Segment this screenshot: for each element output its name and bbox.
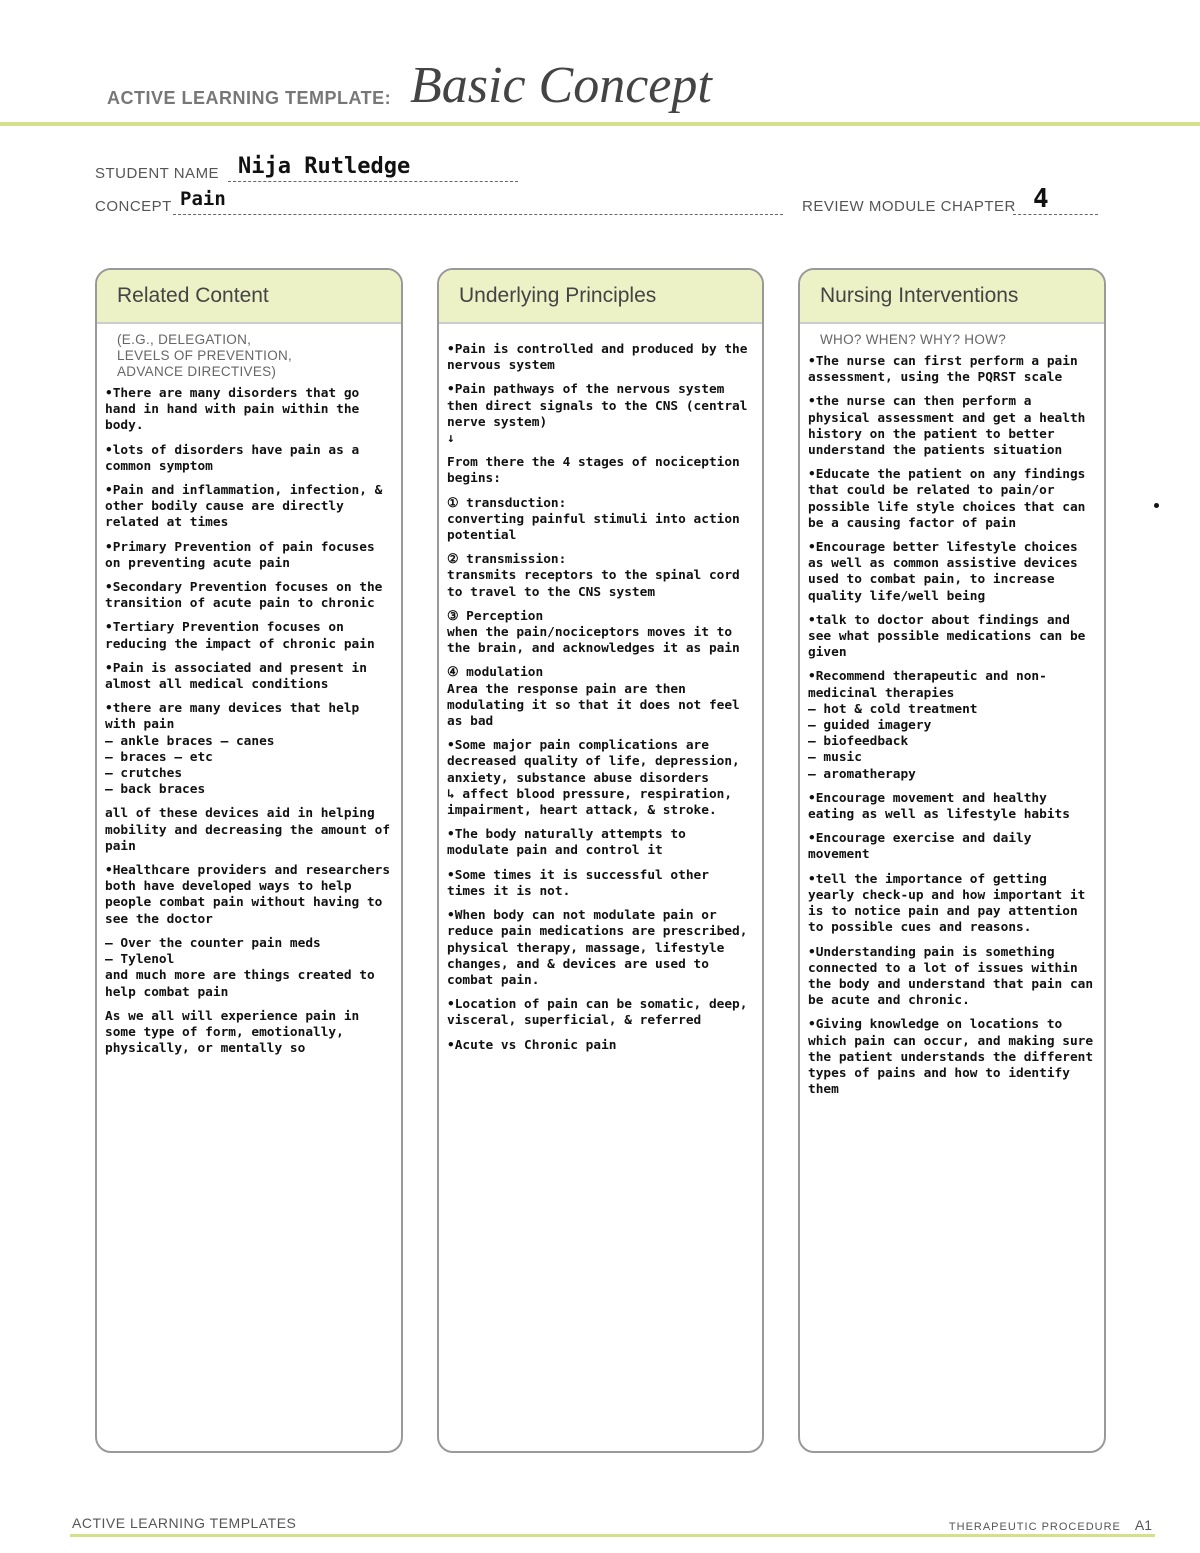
related-content-subtitle: (E.G., DELEGATION, LEVELS OF PREVENTION, ADVANCE DIRECTIVES) — [117, 332, 293, 379]
student-name-line — [228, 181, 518, 182]
note-item: •Pain is controlled and produced by the nervous system — [447, 342, 748, 374]
note-item: •Primary Prevention of pain focuses on preventing acute pain — [105, 539, 375, 571]
student-name-label: STUDENT NAME — [95, 165, 220, 182]
note-item: •Understanding pain is something connected to a lot of issues within the body and understand that pain can be acute and chronic. — [808, 944, 1094, 1009]
note-item: – Over the counter pain meds – Tylenol and much more are things created to help combat pain — [105, 935, 375, 1000]
related-content-title: Related Content — [97, 270, 401, 324]
note-item: As we all will experience pain in some type of form, emotionally, physically, or mentally so — [105, 1008, 360, 1057]
related-content-box — [95, 268, 403, 1453]
note-item: •tell the importance of getting yearly check-up and how important it is to notice pain and pay attention to possible cues and reasons. — [808, 871, 1086, 936]
note-item: •When body can not modulate pain or reduce pain medications are prescribed, physical therapy, massage, lifestyle changes, and & devices are used to combat pain. — [447, 908, 748, 988]
note-item: •Healthcare providers and researchers both have developed ways to help people combat pain without having to see the doctor — [105, 863, 391, 927]
concept-value[interactable]: Pain — [180, 188, 226, 210]
student-name-value[interactable]: Nija Rutledge — [238, 154, 411, 179]
note-item: ③ Perception when the pain/nociceptors moves it to the brain, and acknowledges it as pain — [447, 608, 740, 657]
related-content-notes[interactable] — [97, 380, 401, 1057]
note-item: •There are many disorders that go hand in hand with pain within the body. — [105, 386, 360, 434]
underlying-principles-title: Underlying Principles — [439, 270, 762, 324]
note-item: •Giving knowledge on locations to which pain can occur, and making sure the patient understands the different types of pains and how to identify them — [808, 1017, 1094, 1098]
note-item: •Some times it is successful other times it is not. — [447, 867, 709, 899]
note-item: •Pain pathways of the nervous system then direct signals to the CNS (central nerve system) ↓ — [447, 382, 748, 447]
concept-line — [173, 214, 783, 215]
footer-right-label — [949, 1517, 1152, 1533]
header-divider — [0, 122, 1200, 126]
footer-left-label: ACTIVE LEARNING TEMPLATES — [72, 1515, 297, 1531]
note-item: •talk to doctor about findings and see what possible medications can be given — [808, 612, 1086, 661]
nursing-interventions-box — [798, 268, 1106, 1453]
note-item: •The body naturally attempts to modulate pain and control it — [447, 827, 686, 859]
note-item: ① transduction: converting painful stimuli into action potential — [447, 495, 740, 544]
note-item: •Pain and inflammation, infection, & other bodily cause are directly related at times — [105, 483, 383, 531]
nursing-interventions-title: Nursing Interventions — [800, 270, 1104, 324]
underlying-principles-notes[interactable] — [439, 324, 762, 1054]
template-label: ACTIVE LEARNING TEMPLATE: — [107, 88, 392, 108]
note-item: •The nurse can first perform a pain assessment, using the PQRST scale — [808, 354, 1078, 386]
chapter-label: REVIEW MODULE CHAPTER — [802, 198, 1016, 215]
note-item: •Encourage movement and healthy eating as well as lifestyle habits — [808, 790, 1070, 823]
note-item: all of these devices aid in helping mobility and decreasing the amount of pain — [105, 806, 391, 854]
note-item: ② transmission: transmits receptors to the spinal cord to travel to the CNS system — [447, 552, 740, 600]
stray-pen-mark — [1154, 503, 1159, 508]
note-item: •the nurse can then perform a physical assessment and get a health history on the patient to better understand the patients situation — [808, 394, 1086, 459]
note-item: •Encourage exercise and daily movement — [808, 831, 1032, 863]
note-item: •Recommend therapeutic and non-medicinal therapies – hot & cold treatment – guided imagery – biofeedback – music – aromatherapy — [808, 669, 1047, 782]
nursing-interventions-subtitle: WHO? WHEN? WHY? HOW? — [820, 332, 1007, 347]
nursing-interventions-notes[interactable] — [800, 348, 1104, 1098]
chapter-line — [1013, 214, 1098, 215]
note-item: •Pain is associated and present in almost all medical conditions — [105, 660, 367, 693]
concept-label: CONCEPT — [95, 198, 172, 215]
note-item: •Tertiary Prevention focuses on reducing the impact of chronic pain — [105, 620, 375, 652]
note-item: •there are many devices that help with pain – ankle braces – canes – braces – etc – crutches – back braces — [105, 701, 360, 798]
note-item: ④ modulation Area the response pain are then modulating it so that it does not feel as bad — [447, 665, 740, 730]
note-item: From there the 4 stages of nociception begins: — [447, 455, 740, 487]
footer-divider — [70, 1534, 1155, 1537]
note-item: •Location of pain can be somatic, deep, visceral, superficial, & referred — [447, 997, 748, 1029]
note-item: •Acute vs Chronic pain — [447, 1037, 617, 1053]
note-item: •lots of disorders have pain as a common symptom — [105, 442, 360, 474]
underlying-principles-box — [437, 268, 764, 1453]
note-item: •Educate the patient on any findings that could be related to pain/or possible life style choices that can be a causing factor of pain — [808, 467, 1086, 531]
template-title: Basic Concept — [410, 57, 712, 114]
footer-section-name: THERAPEUTIC PROCEDURE — [948, 1521, 1121, 1533]
note-item: •Some major pain complications are decreased quality of life, depression, anxiety, substance abuse disorders ↳ affect blood pressure, respiration, impairment, heart attack, & stroke. — [447, 738, 740, 819]
note-item: •Secondary Prevention focuses on the transition of acute pain to chronic — [105, 580, 383, 612]
chapter-value[interactable]: 4 — [1033, 184, 1049, 214]
note-item: •Encourage better lifestyle choices as well as common assistive devices used to combat pain, to increase quality life/well being — [808, 540, 1078, 604]
footer-page-code: A1 — [1134, 1517, 1152, 1533]
